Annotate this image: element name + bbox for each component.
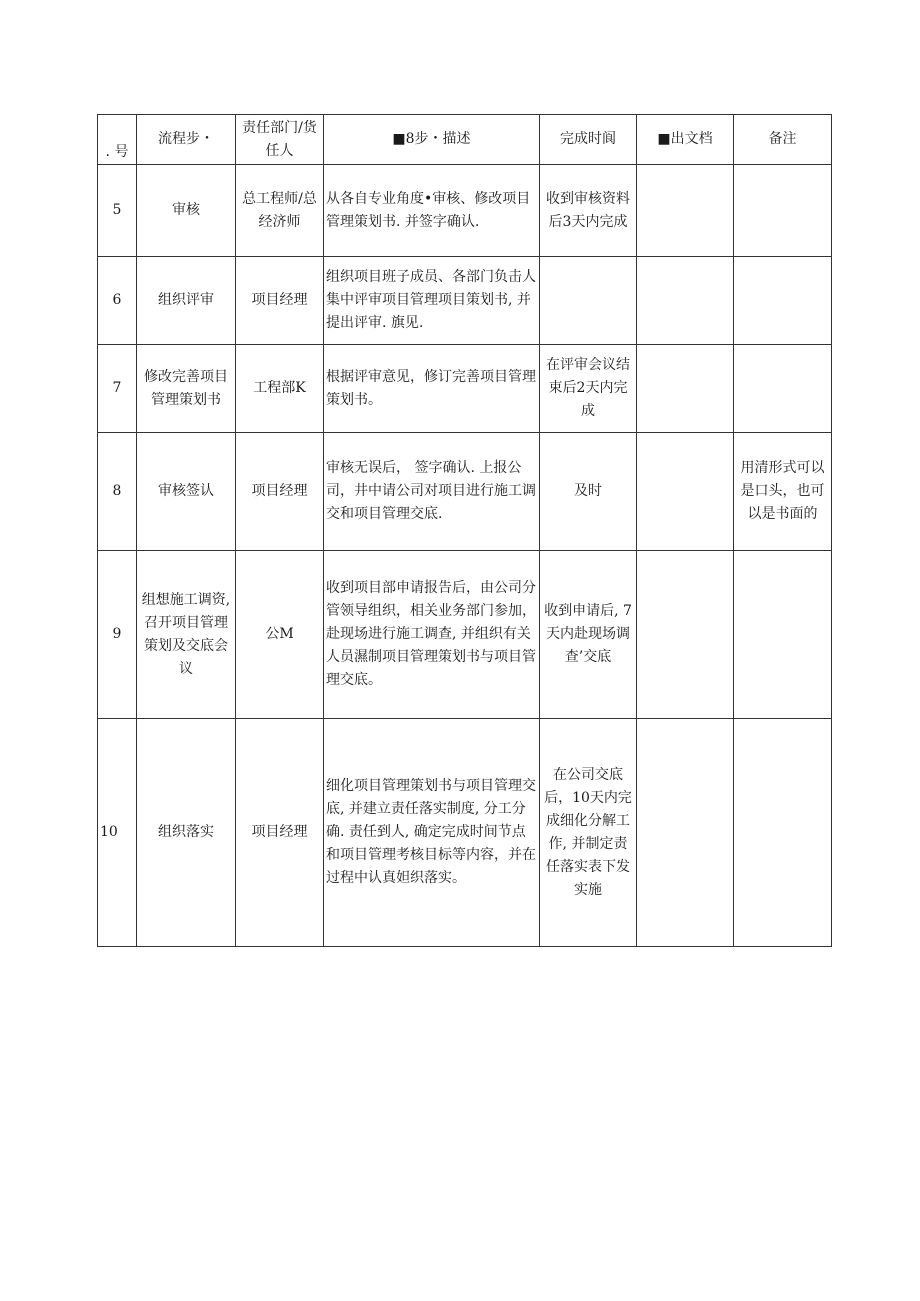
row-dept: 总工程师/总经济师 — [236, 165, 324, 257]
table-row — [98, 257, 832, 345]
header-step: 流程步・ — [137, 115, 236, 165]
row-dept: 项目经理 — [236, 257, 324, 345]
row-desc: 从各自专业角度•审核、修改项目管理策划书. 并签字确认. — [324, 165, 540, 257]
header-no: . 号 — [98, 115, 137, 165]
row-time — [540, 257, 637, 345]
row-time: 及时 — [540, 433, 637, 551]
row-note — [734, 345, 832, 433]
row-desc: 细化项目管理策划书与项目管理交底, 并建立责任落实制度, 分工分确. 责任到人, 确定完成时间节点和项目管理考核目标等内容，并在过程中认真妲织落实。 — [324, 719, 540, 947]
row-desc: 收到项目部申请报告后，由公司分管领导组织，相关业务部门参加，赴现场进行施工调查, 并组织有关人员濕制项目管理策划书与项目管理交底。 — [324, 551, 540, 719]
table-row — [98, 433, 832, 551]
header-dept: 责任部门/货任人 — [236, 115, 324, 165]
row-step: 审核签认 — [137, 433, 236, 551]
row-docs — [637, 165, 734, 257]
row-docs — [637, 551, 734, 719]
row-docs — [637, 257, 734, 345]
row-no: 7 — [98, 345, 137, 433]
row-note — [734, 257, 832, 345]
table-row — [98, 165, 832, 257]
row-step: 修改完善项目管理策划书 — [137, 345, 236, 433]
table-row — [98, 345, 832, 433]
row-desc: 审核无误后， 签字确认. 上报公司，井中请公司对项目进行施工调交和项目管理交底. — [324, 433, 540, 551]
row-note — [734, 551, 832, 719]
row-desc: 根据评审意见，修订完善项目管理策划书。 — [324, 345, 540, 433]
row-time: 在评审会议结束后2天内完成 — [540, 345, 637, 433]
row-no: 8 — [98, 433, 137, 551]
row-step: 组织评审 — [137, 257, 236, 345]
row-note: 用清形式可以是口头，也可以是书面的 — [734, 433, 832, 551]
row-step: 审核 — [137, 165, 236, 257]
row-time: 收到审核资料后3天内完成 — [540, 165, 637, 257]
header-desc: ■8步・描述 — [324, 115, 540, 165]
row-time: 收到申请后, 7天内赴现场调查’交底 — [540, 551, 637, 719]
row-no: 6 — [98, 257, 137, 345]
header-time: 完成时阆 — [540, 115, 637, 165]
row-docs — [637, 433, 734, 551]
header-docs: ■出文档 — [637, 115, 734, 165]
row-dept: 项目经理 — [236, 433, 324, 551]
header-row — [98, 115, 832, 165]
row-docs — [637, 345, 734, 433]
row-dept: 项目经理 — [236, 719, 324, 947]
row-note — [734, 719, 832, 947]
row-dept: 工程部K — [236, 345, 324, 433]
table-row — [98, 719, 832, 947]
row-docs — [637, 719, 734, 947]
table-row — [98, 551, 832, 719]
row-time: 在公司交底后，10天内完成细化分解工作, 并制定责任落实表下发实施 — [540, 719, 637, 947]
row-no: 9 — [98, 551, 137, 719]
row-no: 5 — [98, 165, 137, 257]
row-step: 组想施工调资, 召开项目管理策划及交底会议 — [137, 551, 236, 719]
row-dept: 公M — [236, 551, 324, 719]
header-note: 备注 — [734, 115, 832, 165]
row-desc: 组织项目班子成员、各部门负击人集中评审项目管理项目策划书, 并提出评审. 旗见. — [324, 257, 540, 345]
process-table — [97, 114, 832, 947]
row-note — [734, 165, 832, 257]
row-no: 10 — [98, 719, 137, 947]
row-step: 组织落实 — [137, 719, 236, 947]
